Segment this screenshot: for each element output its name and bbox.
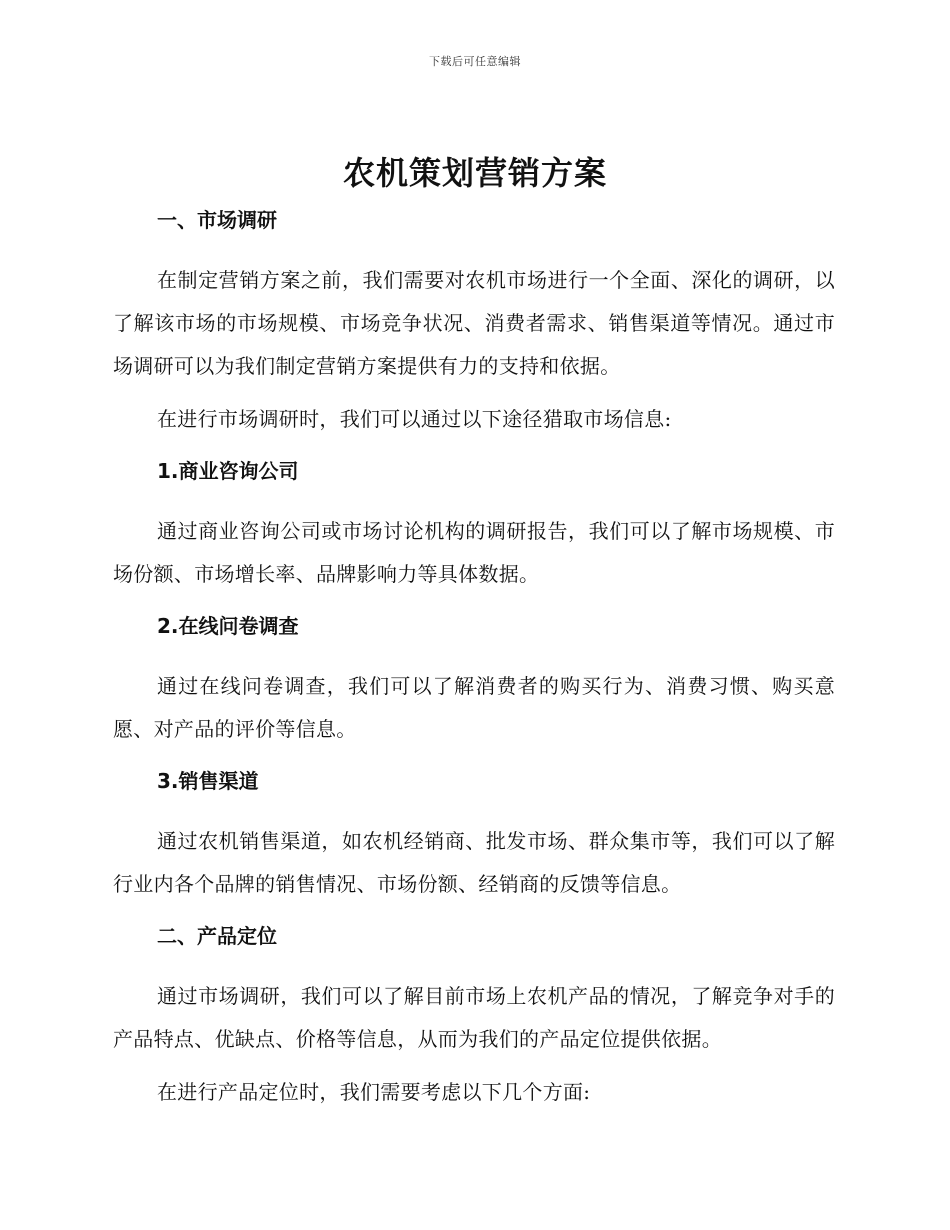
body-paragraph: 在进行市场调研时，我们可以通过以下途径猎取市场信息: xyxy=(157,407,672,431)
body-paragraph: 通过商业咨询公司或市场讨论机构的调研报告，我们可以了解市场规模、市场份额、市场增长率、品牌影响力等具体数据。 xyxy=(113,519,835,586)
subheading-online-survey: 2.在线问卷调查 xyxy=(157,614,299,638)
body-paragraph: 在进行产品定位时，我们需要考虑以下几个方面: xyxy=(157,1080,591,1104)
subheading-sales-channels: 3.销售渠道 xyxy=(157,769,259,793)
header-note: 下载后可任意编辑 xyxy=(429,55,521,68)
subheading-consulting-firm: 1.商业咨询公司 xyxy=(157,459,299,483)
body-paragraph: 通过农机销售渠道，如农机经销商、批发市场、群众集市等，我们可以了解行业内各个品牌的销售情况、市场份额、经销商的反馈等信息。 xyxy=(113,829,835,896)
document-body xyxy=(113,204,835,1114)
section-heading-market-research: 一、市场调研 xyxy=(157,208,277,232)
body-paragraph: 在制定营销方案之前，我们需要对农机市场进行一个全面、深化的调研，以了解该市场的市场规模、市场竞争状况、消费者需求、销售渠道等情况。通过市场调研可以为我们制定营销方案提供有力的支持和依据。 xyxy=(113,268,835,378)
body-paragraph: 通过在线问卷调查，我们可以了解消费者的购买行为、消费习惯、购买意愿、对产品的评价等信息。 xyxy=(113,674,835,741)
body-paragraph: 通过市场调研，我们可以了解目前市场上农机产品的情况，了解竞争对手的产品特点、优缺点、价格等信息，从而为我们的产品定位提供依据。 xyxy=(113,984,835,1051)
section-heading-product-positioning: 二、产品定位 xyxy=(157,924,277,948)
document-title: 农机策划营销方案 xyxy=(342,154,607,192)
